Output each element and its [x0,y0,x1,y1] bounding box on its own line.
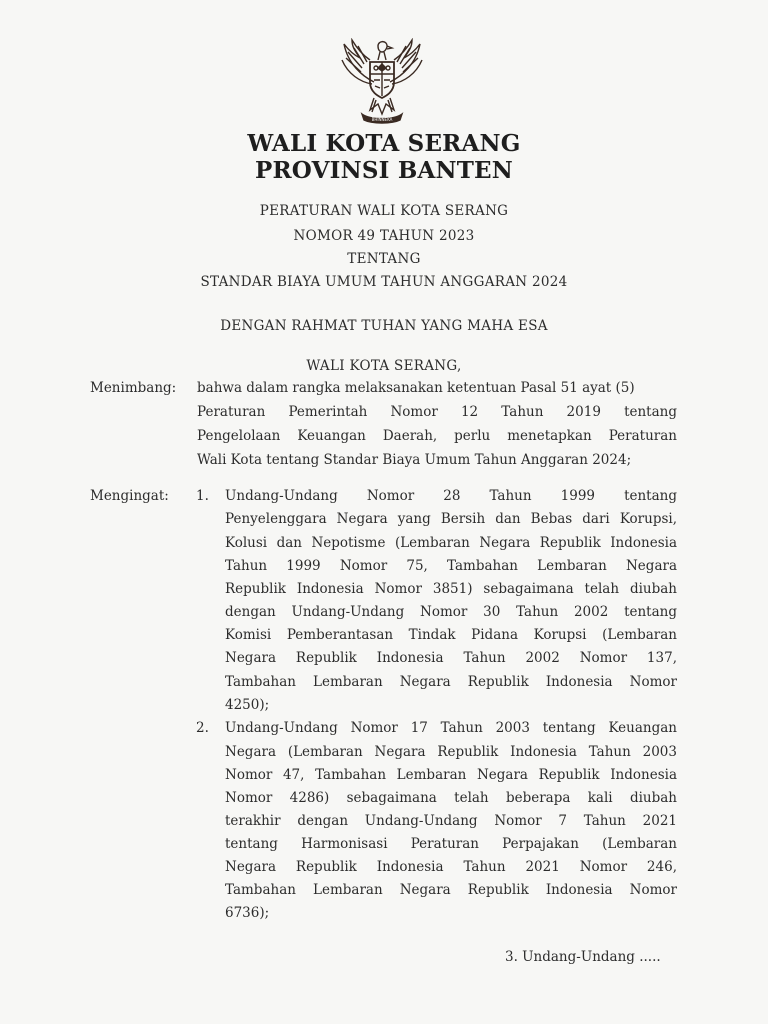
page-continuation: 3. Undang-Undang ..... [505,949,661,965]
list-item-line: 4250); [225,697,270,713]
svg-text:BHINNEKA: BHINNEKA [371,117,393,122]
regulation-number: NOMOR 49 TAHUN 2023 [293,228,475,244]
list-item-line: Tahun 1999 Nomor 75, Tambahan Lembaran Negara [225,558,677,574]
list-item-line: tentang Harmonisasi Peraturan Perpajakan (Lembaran [225,836,677,852]
list-item-line: Undang-Undang Nomor 28 Tahun 1999 tentang [225,488,677,504]
list-item-line: Komisi Pemberantasan Tindak Pidana Korupsi (Lembaran [225,627,677,643]
regulation-about: TENTANG [347,251,421,267]
list-item-line: Negara Republik Indonesia Tahun 2021 Nomor 246, [225,859,677,875]
mengingat-label: Mengingat: [90,488,169,504]
list-item-line: dengan Undang-Undang Nomor 30 Tahun 2002 tentang [225,604,677,620]
list-item-line: Negara (Lembaran Negara Republik Indonesia Tahun 2003 [225,744,677,760]
regulation-subject: STANDAR BIAYA UMUM TAHUN ANGGARAN 2024 [200,274,568,290]
menimbang-line [197,404,677,420]
list-item-line: Republik Indonesia Nomor 3851) sebagaimana telah diubah [225,581,677,597]
word: Peraturan Pemerintah Nomor 12 Tahun 2019 tentang [197,404,677,420]
list-item-line: Penyelenggara Negara yang Bersih dan Bebas dari Korupsi, [225,511,677,527]
list-number: 1. [196,488,209,504]
menimbang-line: Pengelolaan Keuangan Daerah, perlu menetapkan Peraturan [197,428,677,444]
invocation: DENGAN RAHMAT TUHAN YANG MAHA ESA [220,318,548,334]
garuda-emblem-icon [334,38,430,126]
title-line-2: PROVINSI BANTEN [254,157,514,184]
list-item-line: Undang-Undang Nomor 17 Tahun 2003 tentang Keuangan [225,720,677,736]
list-item-line: Nomor 4286) sebagaimana telah beberapa kali diubah [225,790,677,806]
list-item-line: Tambahan Lembaran Negara Republik Indonesia Nomor [225,882,677,898]
list-item-line: Nomor 47, Tambahan Lembaran Negara Republik Indonesia [225,767,677,783]
regulation-type: PERATURAN WALI KOTA SERANG [259,203,509,219]
list-item-line: 6736); [225,905,270,921]
list-item-line: Negara Republik Indonesia Tahun 2002 Nomor 137, [225,650,677,666]
menimbang-label: Menimbang: [90,380,177,396]
list-number: 2. [196,720,209,736]
menimbang-line: bahwa dalam rangka melaksanakan ketentuan Pasal 51 ayat (5) [197,380,635,396]
authority: WALI KOTA SERANG, [306,358,462,374]
title-line-1: WALI KOTA SERANG [247,130,521,157]
list-item-line: Tambahan Lembaran Negara Republik Indonesia Nomor [225,674,677,690]
menimbang-line: Wali Kota tentang Standar Biaya Umum Tahun Anggaran 2024; [197,452,632,468]
list-item-line: terakhir dengan Undang-Undang Nomor 7 Tahun 2021 [225,813,677,829]
list-item-line: Kolusi dan Nepotisme (Lembaran Negara Republik Indonesia [225,535,677,551]
